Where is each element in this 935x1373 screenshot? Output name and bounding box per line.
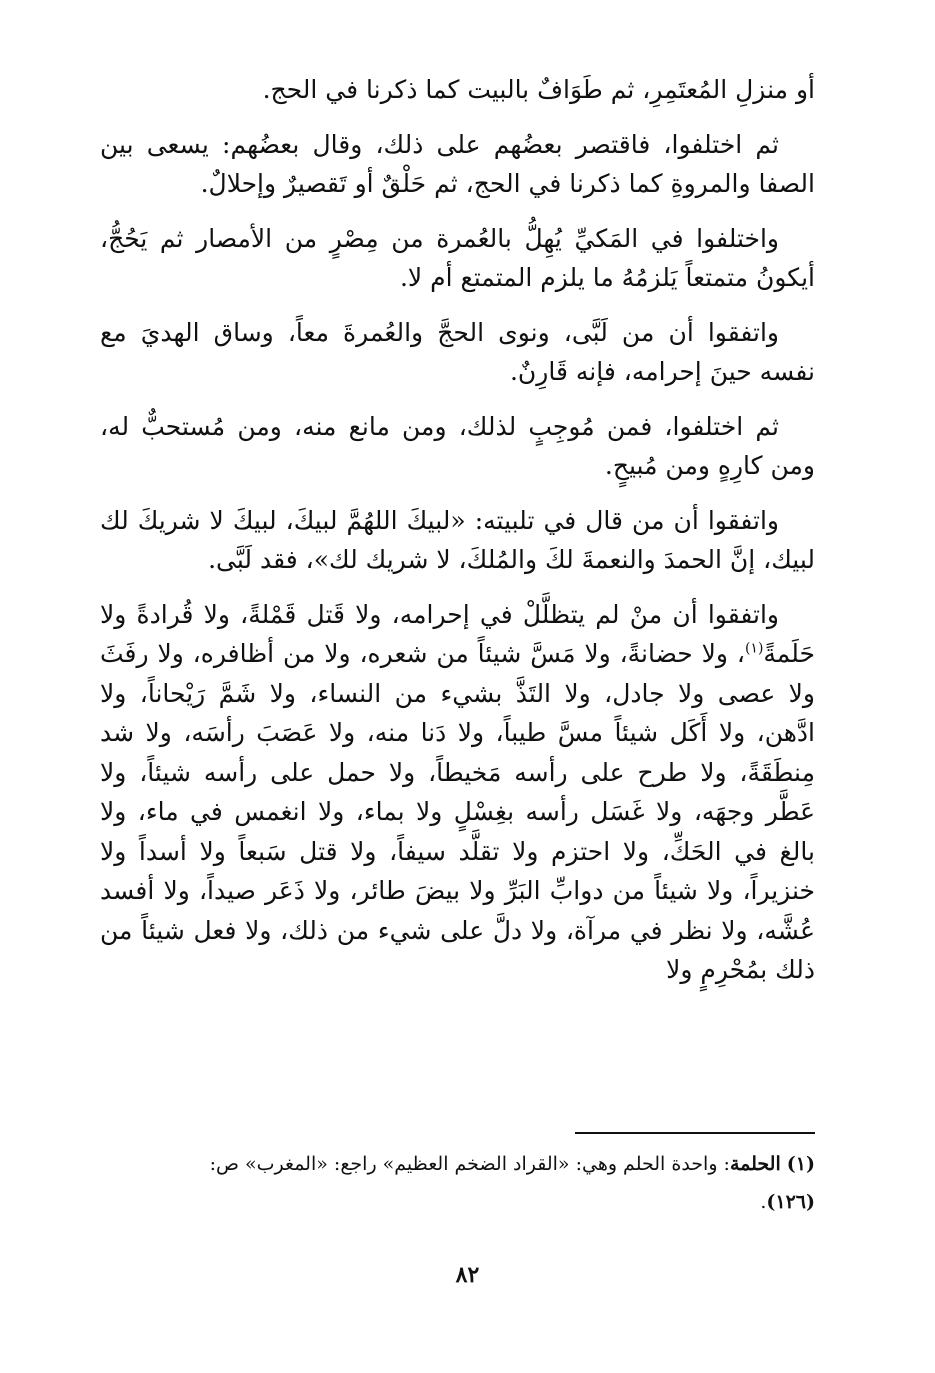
footnote-number: (١) [786, 1153, 815, 1175]
footnote [115, 1145, 815, 1221]
page-number: ٨٢ [455, 1262, 480, 1288]
footnote-reference[interactable]: (١) [744, 640, 764, 657]
paragraph-1: أو منزلِ المُعتَمِرِ، ثم طَوَافٌ بالبيت كما ذكرنا في الحج. [262, 75, 815, 104]
paragraph-2: ثم اختلفوا، فاقتصر بعضُهم على ذلك، وقال بعضُهم: يسعى بين الصفا والمروةِ كما ذكرنا في الحج، ثم حَلْقٌ أو تَقصيرٌ وإحلالٌ. [100, 129, 815, 198]
footnote-term: الحلمة [729, 1153, 781, 1175]
paragraph-7-text-start: واتفقوا أن منْ لم يتظلَّلْ في إحرامه، ولا قَتل قَمْلةً، ولا قُرادةً ولا حَلَمةً [100, 599, 815, 668]
paragraph-6: واتفقوا أن من قال في تلبيته: «لبيكَ اللهُمَّ لبيكَ، لبيكَ لا شريكَ لك لبيك، إنَّ الحمدَ والنعمةَ لكَ والمُلكَ، لا شريك لك»، فقد لَبَّى. [100, 505, 815, 574]
paragraph-3: واختلفوا في المَكيِّ يُهِلُّ بالعُمرة من مِصْرٍ من الأمصار ثم يَحُجُّ، أيكونُ متمتعاً يَلزمُهُ ما يلزم المتمتع أم لا. [100, 223, 815, 292]
paragraph-5: ثم اختلفوا، فمن مُوجِبٍ لذلك، ومن مانع منه، ومن مُستحبٌّ له، ومن كارِهٍ ومن مُبيحٍ. [100, 411, 815, 480]
paragraph-7 [100, 595, 815, 990]
footnote-text: : واحدة الحلم وهي: «القراد الضخم العظيم» راجع: «المغرب» ص: [209, 1153, 730, 1175]
footnote-end: . [760, 1191, 767, 1213]
paragraph-4: واتفقوا أن من لَبَّى، ونوى الحجَّ والعُمرةَ معاً، وساق الهديَ مع نفسه حينَ إحرامه، فإنه قَارِنٌ. [100, 317, 815, 386]
footnote-page-ref: (١٢٦) [766, 1191, 815, 1213]
footnote-divider [575, 1132, 815, 1134]
page-body [100, 70, 815, 1005]
paragraph-7-text-rest: ، ولا حضانةً، ولا مَسَّ شيئاً من شعره، ولا من أظافره، ولا رفَثَ ولا عصى ولا جادل، ولا التَذَّ بشيء من النساء، ولا شَمَّ رَيْحاناً، ولا ادَّهن، ولا أَكَل شيئاً مسَّ طيباً، ولا دَنا منه، ولا عَصَبَ رأسَه، ولا شد مِنطَقَةً، ولا طرح على رأسه مَخيطاً، ولا حمل على رأسه شيئاً، ولا عَطَّر وجهَه، ولا غَسَل رأسه بغِسْلٍ ولا بماء، ولا انغمس في ماء، ولا بالغ في الحَكِّ، ولا احتزم ولا تقلَّد سيفاً، ولا قتل سَبعاً ولا أسداً ولا خنزيراً، ولا شيئاً من دوابِّ البَرِّ ولا بيضَ طائر، ولا ذَعَر صيداً، ولا أفسد عُشَّه، ولا نظر في مرآة، ولا دلَّ على شيء من ذلك، ولا فعل شيئاً من ذلك بمُحْرِمٍ ولا [100, 639, 815, 984]
